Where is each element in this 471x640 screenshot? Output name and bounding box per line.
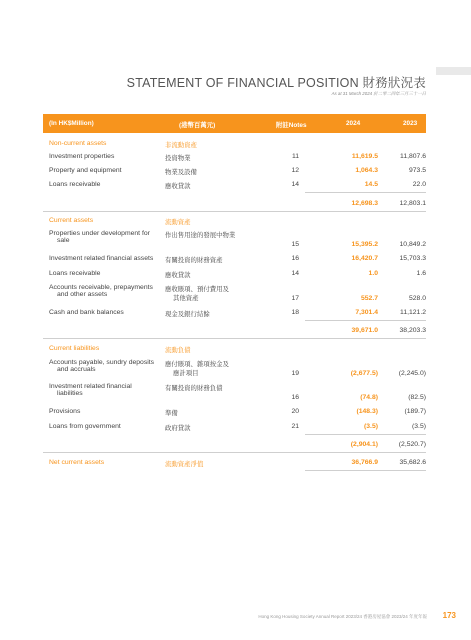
page-number: 173 [442,611,456,620]
header-notes: 附註Notes [276,122,307,129]
total-rule [305,470,426,471]
header-label-en: (In HK$Million) [49,120,94,127]
page-title: STATEMENT OF FINANCIAL POSITION 財務狀況表 [126,76,426,90]
section-divider [43,211,426,212]
subtotal-rule [305,320,426,321]
section-divider [43,452,426,453]
top-accent-bar [436,67,471,75]
header-label-zh: (港幣百萬元) [179,122,216,129]
table-header [43,114,426,133]
header-2023: 2023 [403,120,418,127]
subtotal-rule [305,192,426,193]
header-2024: 2024 [346,120,361,127]
section-divider [43,338,426,339]
page-subtitle: As at 31 March 2024 於二零二四年三月三十一日 [331,91,426,96]
subtotal-rule [305,434,426,435]
footer-text: Hong Kong Housing Society Annual Report 2023/24 香港房屋協會 2023/24 年度年報 [258,614,427,619]
